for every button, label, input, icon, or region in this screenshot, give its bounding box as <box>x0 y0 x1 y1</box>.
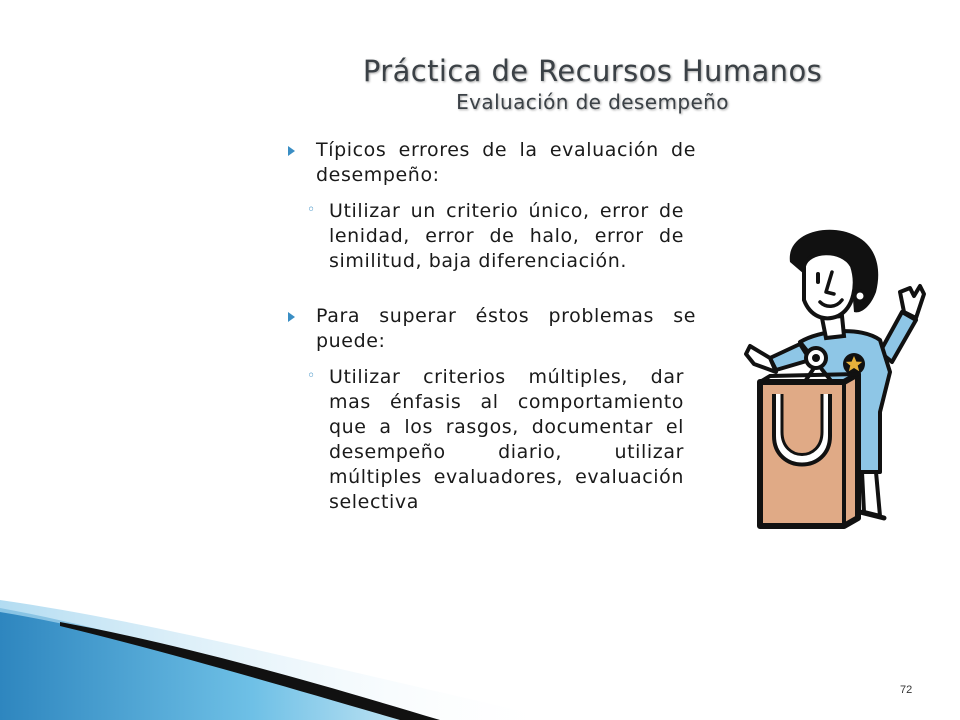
bullet-text: Para superar éstos problemas se puede: <box>316 305 696 352</box>
slide-subtitle: Evaluación de desempeño <box>456 90 729 114</box>
circle-bullet-icon: ◦ <box>307 202 316 218</box>
bullet-item <box>286 304 698 354</box>
sub-bullet-text: Utilizar criterios múltiples, dar mas énfasis al comportamiento que a los rasgos, documentar el desempeño diario, utilizar múltiples evaluadores, evaluación selectiva <box>329 366 684 513</box>
sub-bullet-item <box>307 365 698 515</box>
page-number: 72 <box>900 684 913 696</box>
sub-bullet-text: Utilizar un criterio único, error de lenidad, error de halo, error de similitud, baja diferenciación. <box>329 200 684 272</box>
bullet-text: Típicos errores de la evaluación de desempeño: <box>316 139 696 186</box>
title-block <box>300 54 885 114</box>
slide-content <box>286 138 698 515</box>
circle-bullet-icon: ◦ <box>307 368 316 384</box>
bullet-item <box>286 138 698 188</box>
decorative-swoosh <box>0 560 560 720</box>
speaker-at-podium-clipart <box>730 222 930 532</box>
triangle-bullet-icon <box>288 312 295 322</box>
sub-bullet-item <box>307 199 698 274</box>
triangle-bullet-icon <box>288 146 295 156</box>
slide-title: Práctica de Recursos Humanos <box>362 54 823 88</box>
